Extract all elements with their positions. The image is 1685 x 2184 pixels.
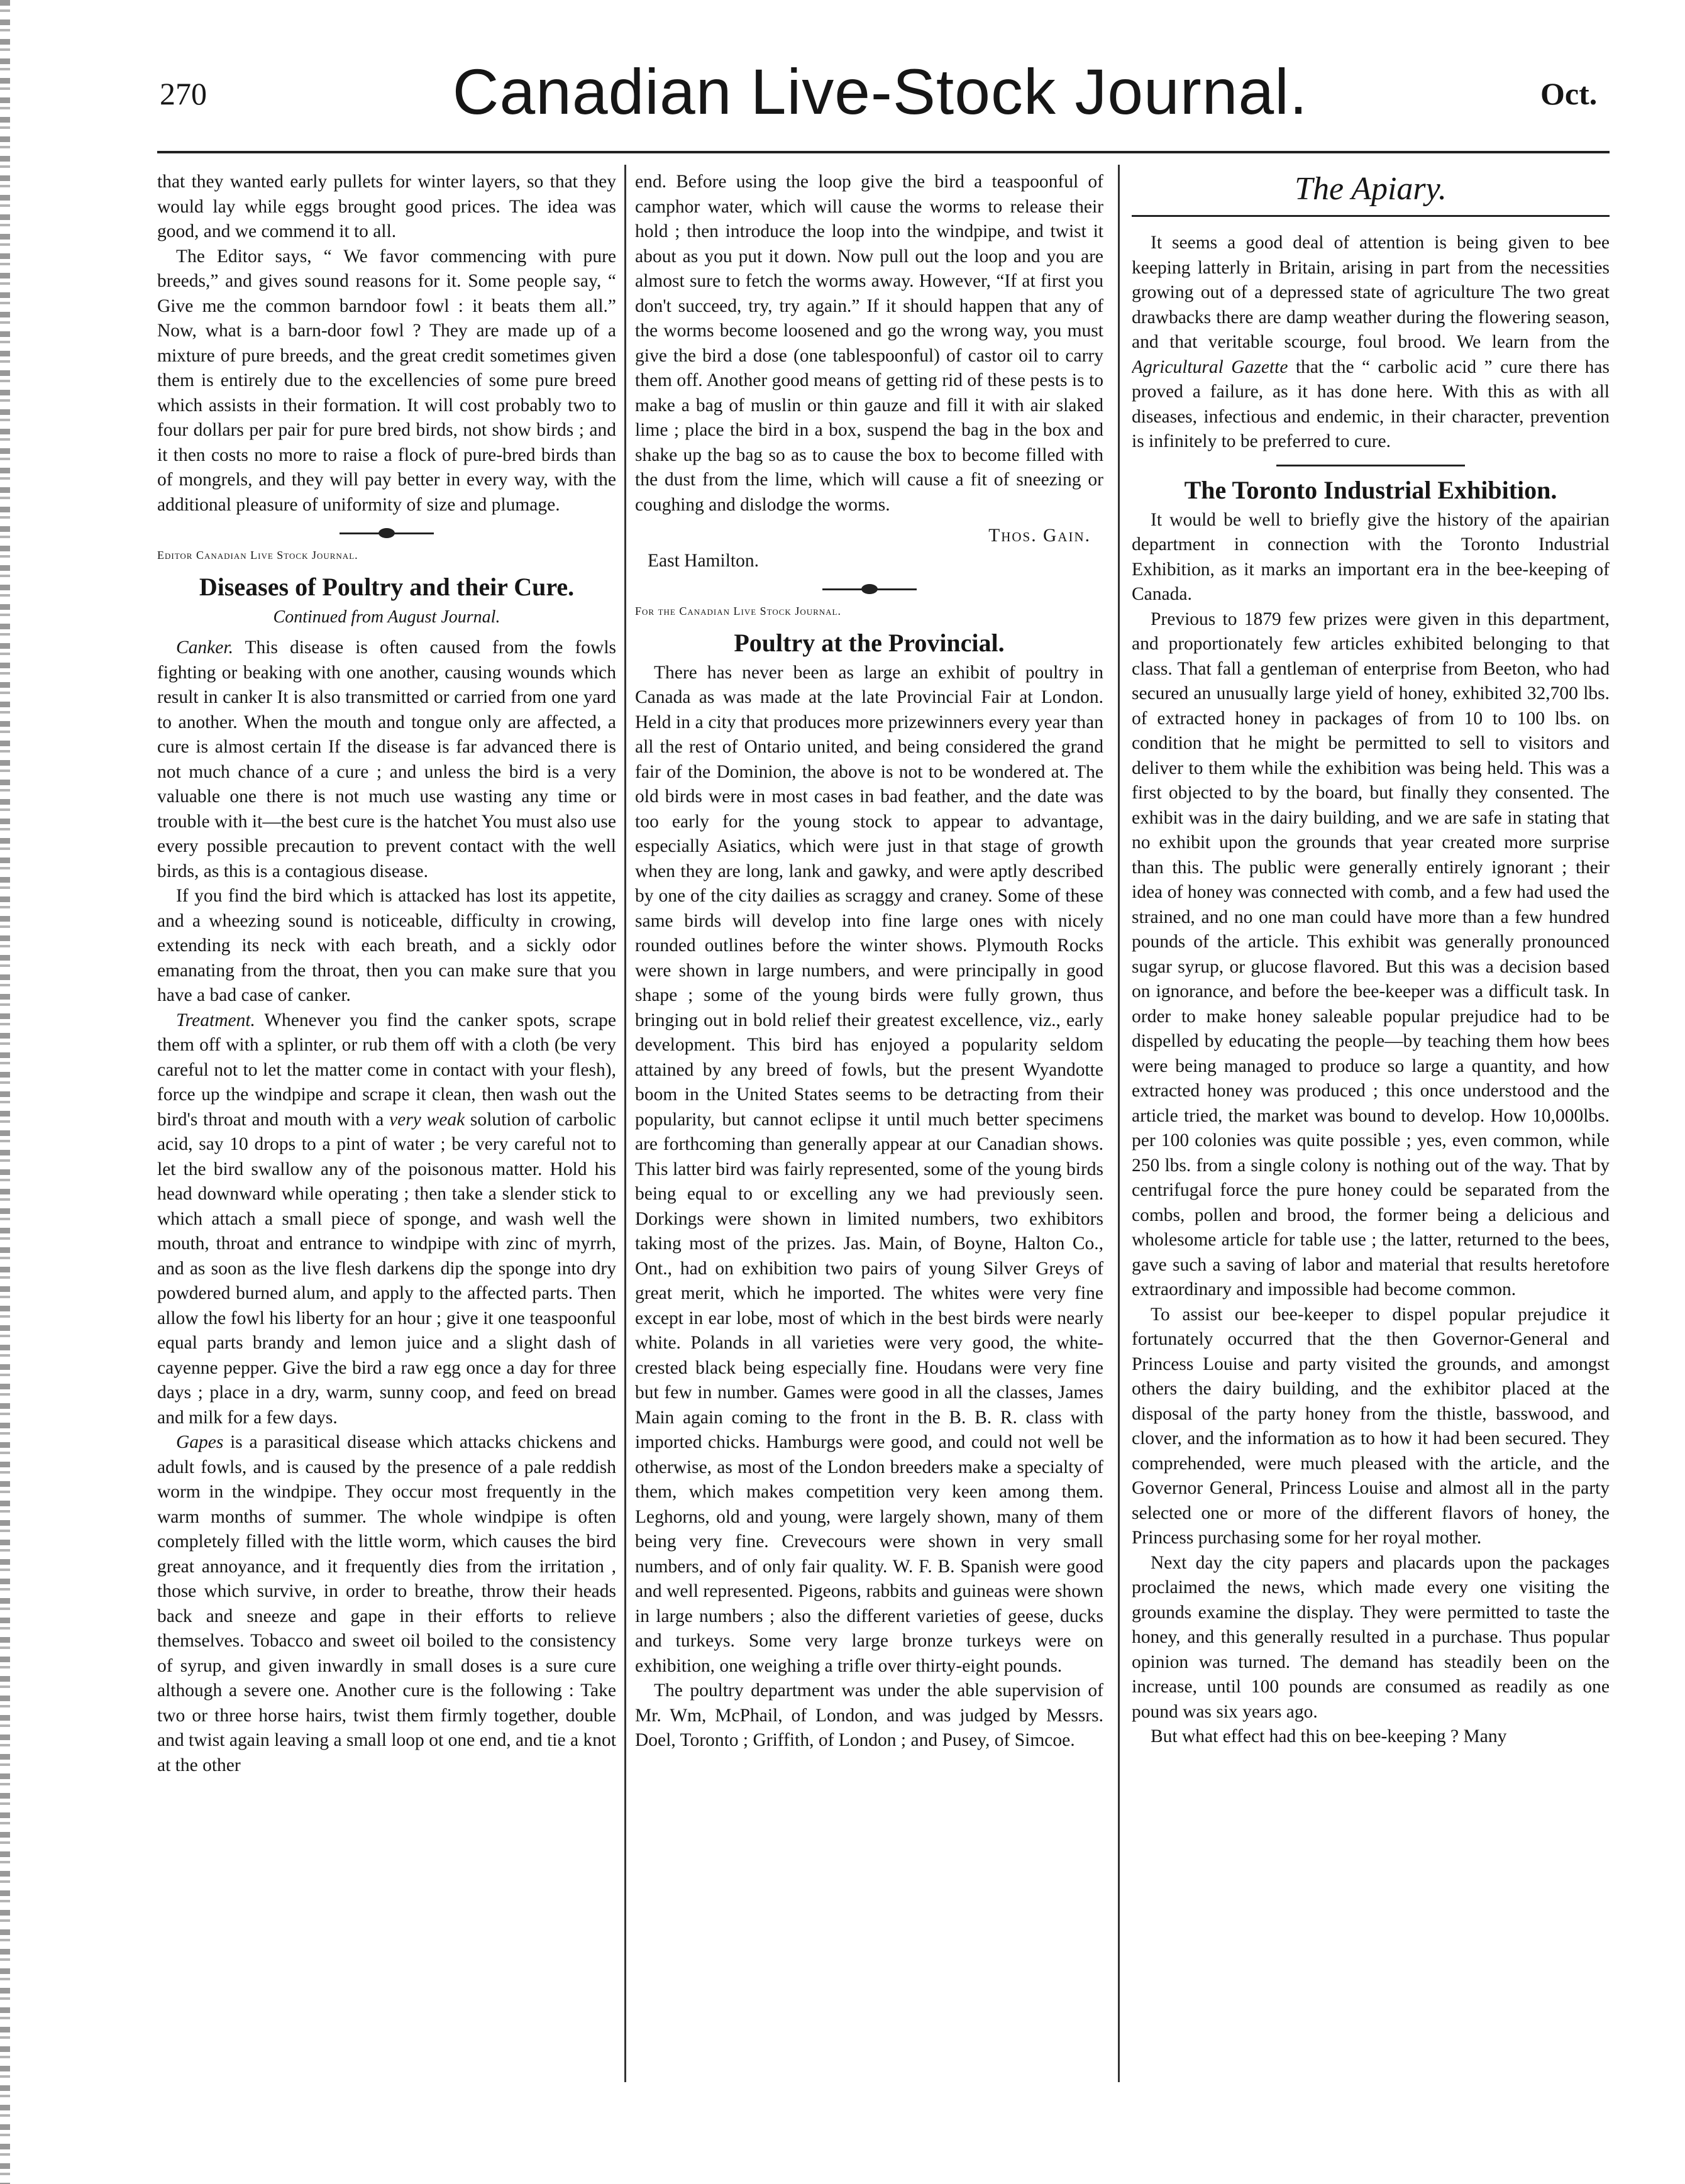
signature: Thos. Gain. bbox=[988, 526, 1091, 546]
journal-title: Canadian Live-Stock Journal. bbox=[452, 56, 1308, 128]
paragraph-treatment bbox=[157, 1008, 616, 1431]
article-headline: Diseases of Poultry and their Cure. bbox=[199, 572, 575, 601]
masthead bbox=[0, 0, 1685, 157]
paragraph-text: Whenever you find the canker spots, scrape them off with a splinter, or rub them off with a cloth (be very careful not to let the matter come in contact with your flesh), force up the windpipe and scrape it clean, then wash out the bird's throat and mouth with a bbox=[157, 1010, 616, 1130]
paragraph: The Editor says, “ We favor commencing with pure breeds,” and gives sound reasons for it. Some people say, “ Give me the common barndoor fowl : it beats them all.” Now, what is a barn-door fowl ? They are made up of a mixture of pure breeds, and the great credit sometimes given them is entirely due to the excellencies of some pure breed which assists in their formation. It will cost probably two to four dollars per pair for pure bred birds, not show birds ; and it then costs no more to raise a flock of pure-bred birds than of mongrels, and they will pay better in every way, with the additional pleasure of uniformity of size and plumage. bbox=[157, 246, 616, 515]
column-rule-left bbox=[624, 165, 626, 2082]
article-headline: Poultry at the Provincial. bbox=[734, 628, 1005, 657]
article-subhead: Continued from August Journal. bbox=[273, 607, 500, 627]
paragraph-text: that the “ carbolic acid ” cure there has proved a failure, as it has done here. With this as with all diseases, infectious and endemic, in their character, prevention is infinitely to be preferred to cure. bbox=[1132, 356, 1610, 451]
dateline-place: East Hamilton. bbox=[648, 550, 759, 571]
issue-month: Oct. bbox=[1540, 76, 1598, 111]
ornament-divider bbox=[340, 532, 434, 534]
paragraph-gapes bbox=[157, 1430, 616, 1778]
paragraph: The poultry department was under the able supervision of Mr. Wm, McPhail, of London, and was judged by Messrs. Doel, Toronto ; Griffith, of London ; and Pusey, of Simcoe. bbox=[635, 1680, 1103, 1750]
run-in-label: Canker. bbox=[176, 637, 233, 658]
article-credit: Editor Canadian Live Stock Journal. bbox=[157, 549, 358, 561]
paragraph: Next day the city papers and placards upon the packages proclaimed the news, which made every one visiting the grounds examine the display. They were permitted to taste the honey, and this generally resulted in a purchase. Thus popular opinion was turned. The demand has steadily been on the increase, until 100 pounds are consumed as readily as one pound was six years ago. bbox=[1132, 1552, 1610, 1722]
run-in-label: Treatment. bbox=[176, 1010, 255, 1030]
paragraph: Previous to 1879 few prizes were given in this department, and proportionately few articles exhibited belonging to that class. That fall a gentleman of enterprise from Beeton, who had secured an unusually large yield of honey, exhibited 32,700 lbs. of extracted honey in packages of from 10 to 100 lbs. on condition that he might be permitted to sell to visitors and deliver to them while the exhibition was being held. This was a first objected to by the board, but finally they consented. The exhibit was in the dairy building, and we are safe in stating that no exhibit upon the grounds that year created more surprise than this. The public were generally entirely ignorant ; their idea of honey was connected with comb, and a few had used the strained, and no one man could have more than a few hundred pounds of the article. This exhibit was generally pronounced sugar syrup, or glucose flavored. But this was a decision based on ignorance, and before the bee-keeper was a difficult task. In order to make honey saleable popular prejudice had to be dispelled by educating the people—by teaching them how bees were being managed to produce so large a quantity, and how extracted honey was produced ; this once understood and the article tried, the market was bound to develop. How 10,000lbs. per 100 colonies was quite possible ; yes, even common, while 250 lbs. from a single colony is nothing out of the way. That by centrifugal force the pure honey could be separated from the combs, pollen and brood, the former being a delicious and wholesome article for table use ; the latter, returned to the bees, gave such a saving of labor and material that results heretofore extraordinary and impossible had become common. bbox=[1132, 609, 1610, 1299]
article-credit: For the Canadian Live Stock Journal. bbox=[635, 605, 841, 617]
emphasis: Agricultural Gazette bbox=[1132, 356, 1288, 377]
paragraph-apiary bbox=[1132, 231, 1610, 455]
run-in-label: Gapes bbox=[176, 1432, 224, 1452]
paragraph: end. Before using the loop give the bird a teaspoonful of camphor water, which will cause the worms to release their hold ; then introduce the loop into the windpipe, and twist it about as you put it down. Now pull out the loop and you are almost sure to fetch the worms away. However, “If at first you don't succeed, try, try again.” If it should happen that any of the worms become loosened and go the wrong way, you must give the bird a dose (one tablespoonful) of castor oil to carry them off. Another good means of getting rid of these pests is to make a bag of muslin or thin gauze and fill it with air slaked lime ; place the bird in a box, suspend the bag in the box and shake up the bag so as to cause the box to become filled with the dust from the lime, which will cause a fit of sneezing or coughing and dislodge the worms. bbox=[635, 172, 1103, 515]
emphasis: very weak bbox=[389, 1109, 465, 1130]
page-number: 270 bbox=[160, 76, 207, 111]
column-middle bbox=[635, 170, 1103, 2169]
paragraph-text: is a parasitical disease which attacks chickens and adult fowls, and is caused by the presence of a pale reddish worm in the windpipe. They occur most frequently in the warm months of summer. The whole windpipe is often completely filled with the little worm, which causes the bird great annoyance, and it frequently dies from the irritation , those which survive, in order to breathe, throw their heads back and sneeze and gape in their efforts to relieve themselves. Tobacco and sweet oil boiled to the consistency of syrup, and given inwardly in small doses is a sure cure although a severe one. Another cure is the following : Take two or three horse hairs, twist them firmly together, double and twist again leaving a small loop ot one end, and tie a knot at the other bbox=[157, 1432, 616, 1775]
header-rule bbox=[157, 151, 1610, 153]
column-right bbox=[1132, 170, 1610, 2169]
section-title: The Apiary. bbox=[1295, 171, 1447, 207]
scan-edge bbox=[0, 0, 10, 2184]
paragraph: It would be well to briefly give the history of the apairian department in connection with the Toronto Industrial Exhibition, as it marks an important era in the bee-keeping of Canada. bbox=[1132, 509, 1610, 604]
paragraph: To assist our bee-keeper to dispel popular prejudice it fortunately occurred that the then Governor-General and Princess Louise and party visited the grounds, and amongst others the dairy building, and the exhibitor placed at the disposal of the party honey from the thistle, basswood, and clover, and the information as to how it had been secured. They comprehended, were much pleased with the article, and the Governor General, Princess Louise and almost all in the party selected one or more of the different flavors of honey, the Princess purchasing some for her royal mother. bbox=[1132, 1304, 1610, 1548]
section-rule bbox=[1132, 215, 1610, 217]
article-headline: The Toronto Industrial Exhibition. bbox=[1184, 475, 1557, 504]
column-rule-right bbox=[1118, 165, 1120, 2082]
paragraph: But what effect had this on bee-keeping ? Many bbox=[1151, 1726, 1507, 1746]
paragraph: If you find the bird which is attacked has lost its appetite, and a wheezing sound is noticeable, difficulty in crowing, extending its neck with each breath, and a sickly odor emanating from the throat, then you can make sure that you have a bad case of canker. bbox=[157, 886, 616, 1005]
paragraph: There has never been as large an exhibit of poultry in Canada as was made at the late Provincial Fair at London. Held in a city that produces more prizewinners every year than all the rest of Ontario united, and being considered the grand fair of the Dominion, the above is not to be wondered at. The old birds were in most cases in bad feather, and the date was too early for the young stock to appear to advantage, especially Asiatics, which were just in that stage of growth when they are long, lank and gawky, and were aptly described by one of the city dailies as scraggy and craney. Some of these same birds will develop into fine large ones with nicely rounded outlines before the winter shows. Plymouth Rocks were shown in large numbers, and were principally in good shape ; some of the young birds were fully grown, thus bringing out in bold relief their greatest excellence, viz., early development. This bird has enjoyed a popularity seldom attained by any breed of fowls, but the present Wyandotte boom in the United States seems to be detracting from their popularity, but cannot eclipse it until much better specimens are forthcoming than generally appear at our Canadian shows. This latter bird was fairly represented, some of the young birds being equal to or excelling any we had previously seen. Dorkings were shown in limited numbers, two exhibitors taking most of the prizes. Jas. Main, of Boyne, Halton Co., Ont., had on exhibition two pairs of young Silver Greys of great merit, which he imported. The whites were very fine except in ear lobe, most of which in the best birds were nearly white. Polands in all varieties were very good, the white-crested black being especially fine. Houdans were very fine but few in number. Games were good in all the classes, James Main again coming to the front in the B. B. R. class with imported chicks. Hamburgs were good, and could not well be otherwise, as most of the London breeders make a specialty of them, which makes competition very keen among them. Leghorns, old and young, were largely shown, many of them being very fine. Crevecours were shown in very small numbers, and of only fair quality. W. F. B. Spanish were good and well represented. Pigeons, rabbits and guineas were shown in large numbers ; also the different varieties of geese, ducks and turkeys. Some very large bronze turkeys were on exhibition, one weighing a trifle over thirty-eight pounds. bbox=[635, 662, 1103, 1676]
paragraph-text: solution of carbolic acid, say 10 drops to a pint of water ; be very careful not to let the bird swallow any of the poisonous matter. Hold his head downward while operating ; then take a slender stick to which attach a small piece of sponge, and wash well the mouth, throat and entrance to windpipe with zinc of myrrh, and as soon as the live flesh darkens dip the sponge into dry powdered burned alum, and apply to the affected parts. Then allow the fowl his liberty for an hour ; give it one teaspoonful equal parts brandy and lemon juice and a slight dash of cayenne pepper. Give the bird a raw egg once a day for three days ; place in a dry, warm, sunny coop, and feed on bread and milk for a few days. bbox=[157, 1109, 616, 1428]
column-left bbox=[157, 170, 616, 2169]
paragraph-text: It seems a good deal of attention is being given to bee keeping latterly in Britain, arising in part from the necessities growing out of a depressed state of agriculture The two great drawbacks there are damp weather during the flowering season, and that veritable scourge, foul brood. We learn from the bbox=[1132, 233, 1610, 352]
paragraph-text: This disease is often caused from the fowls fighting or beaking with one another, causing wounds which result in canker It is also transmitted or carried from one yard to another. When the mouth and tongue only are affected, a cure is almost certain If the disease is far advanced there is not much chance of a cure ; and unless the bird is a very valuable one there is not much use wasting any time or trouble with it—the best cure is the hatchet You must also use every possible precaution to prevent contact with the well birds, as this is a contagious disease. bbox=[157, 637, 616, 881]
ornament-divider bbox=[822, 588, 917, 590]
paragraph-canker bbox=[157, 636, 616, 884]
paragraph: that they wanted early pullets for winter layers, so that they would lay while eggs brought good prices. The idea was good, and we commend it to all. bbox=[157, 172, 616, 241]
divider-rule bbox=[1276, 465, 1465, 466]
